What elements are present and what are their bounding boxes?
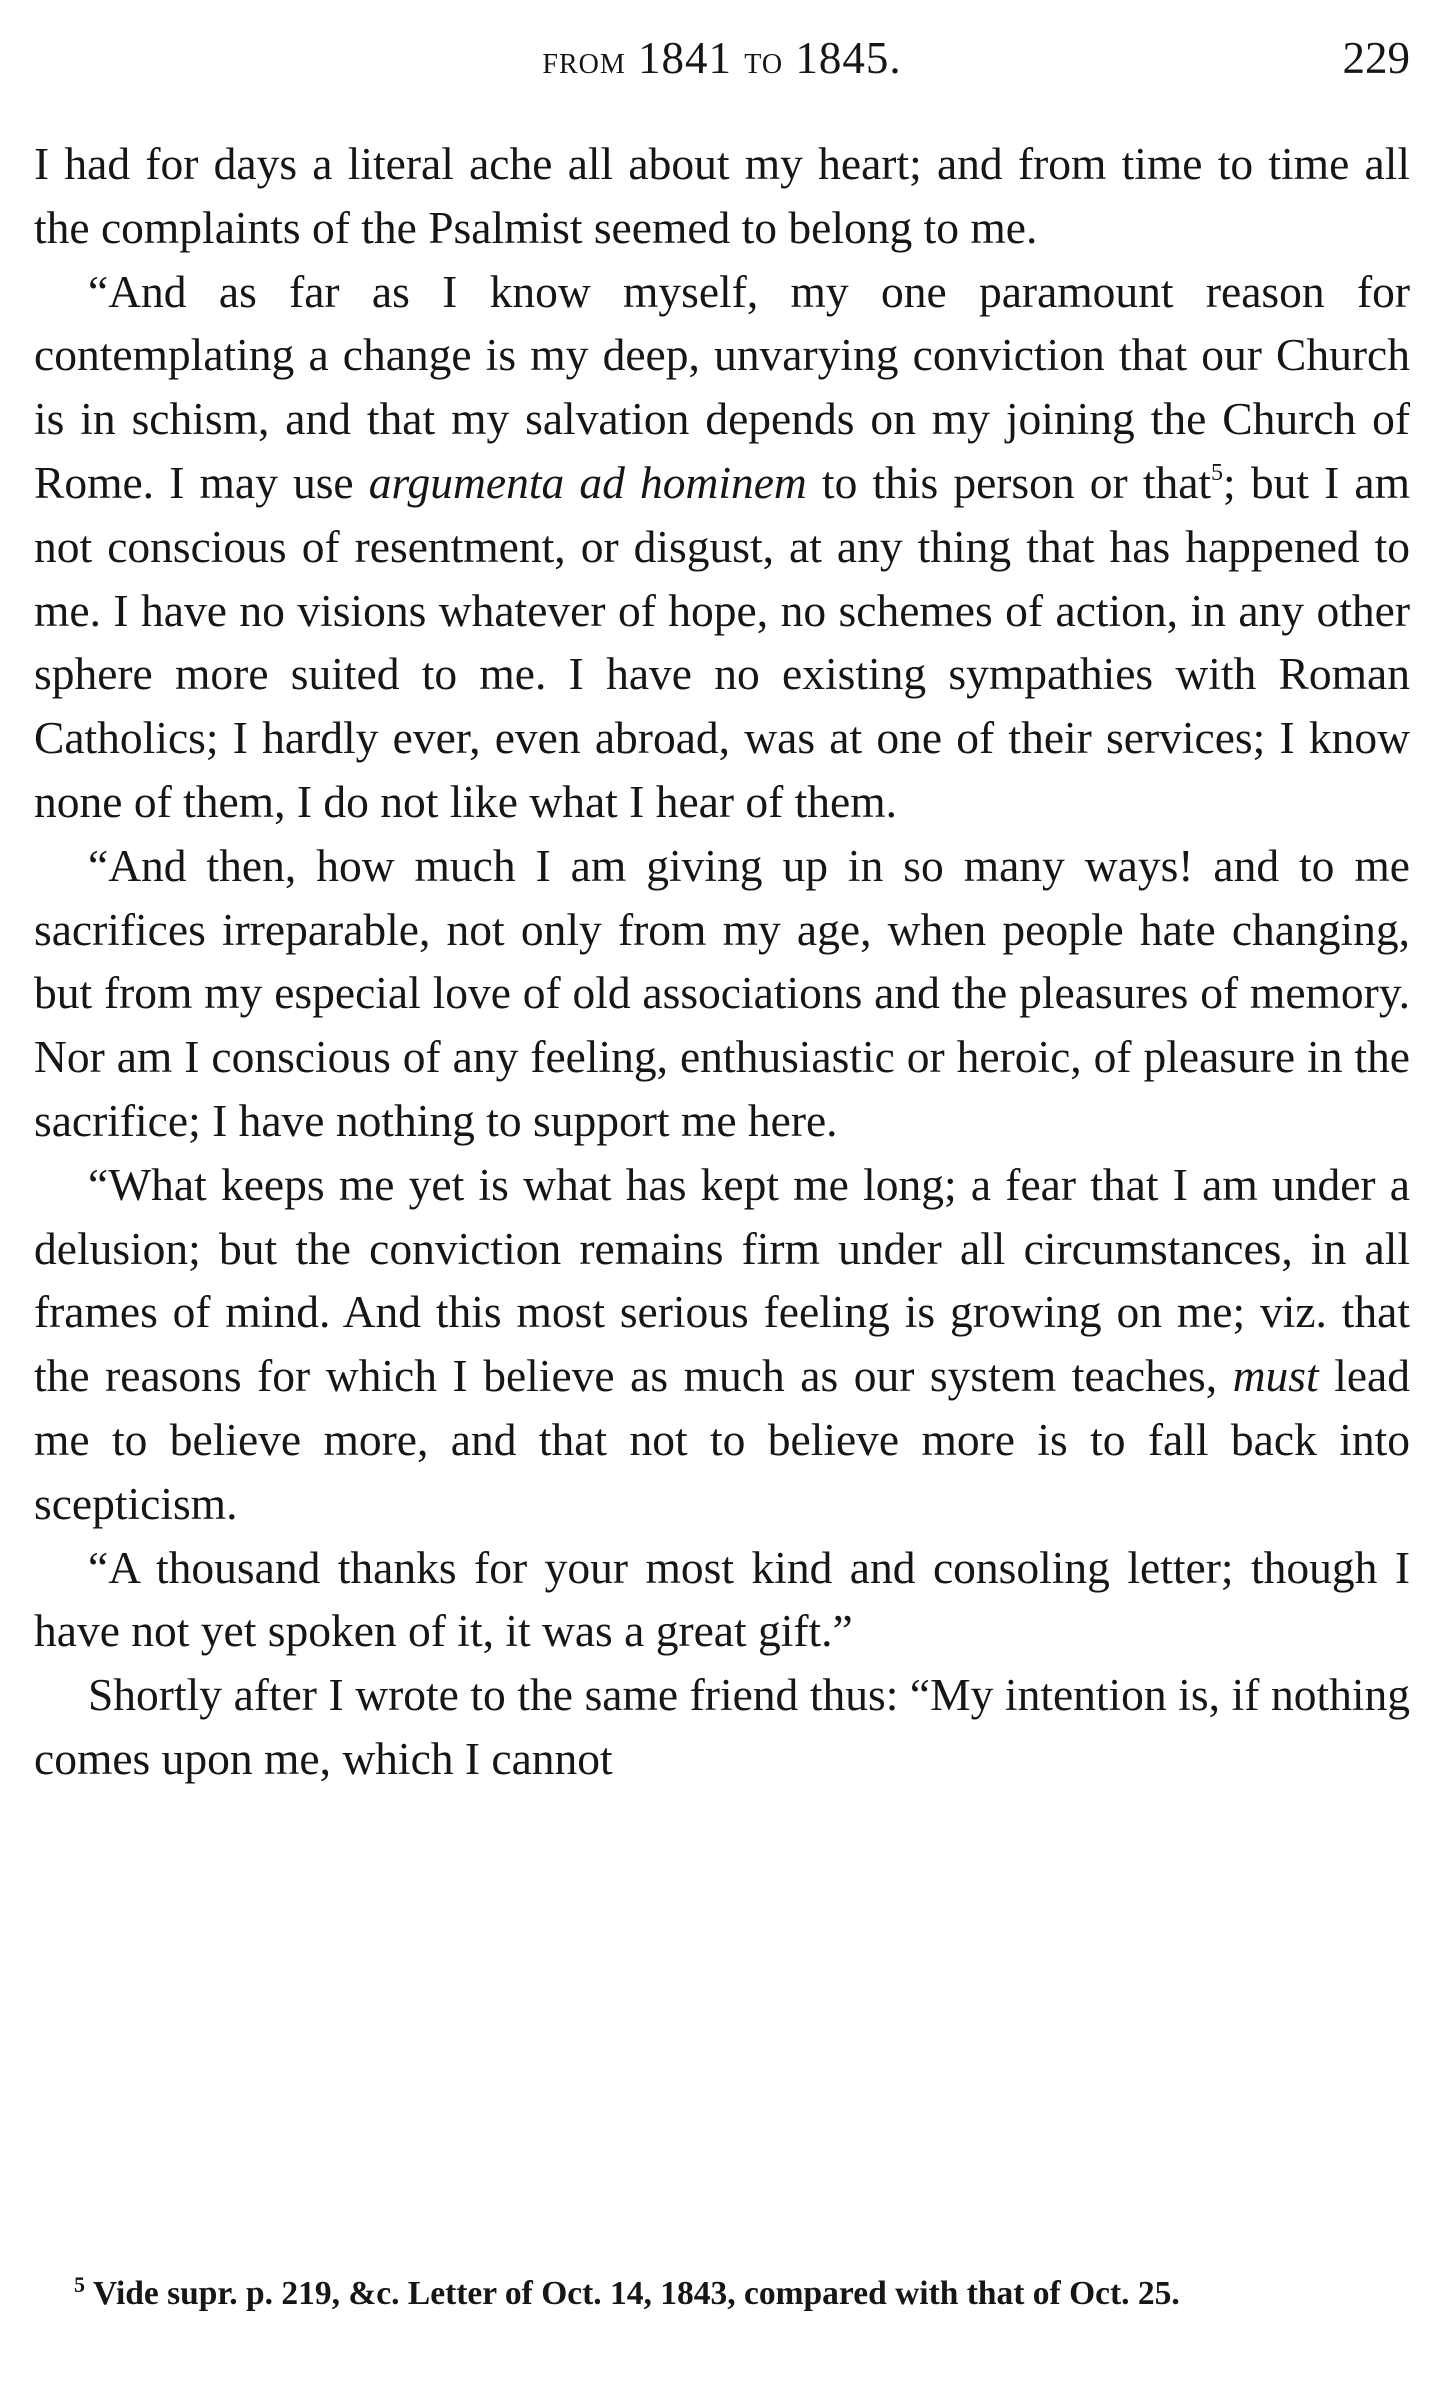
paragraph-3: “And then, how much I am giving up in so many ways! and to me sacrifices irreparable, not only from my age, when people hate changing, but from my especial love of old associations and the pleasures of memory. Nor am I conscious of any feeling, enthusiastic or heroic, of pleasure in the sacrifice; I have nothing to support me here. [34,839,1410,1146]
paragraph-2 [34,260,1410,834]
running-head-to: to [744,37,784,82]
paragraph-4-italic: must [1232,1350,1319,1402]
footnote [34,2260,1410,2319]
page-number: 229 [1342,33,1410,83]
running-head [34,32,1410,84]
footnote-marker: 5 [74,2272,85,2297]
paragraph-4 [34,1153,1410,1536]
footnote-text: Vide supr. p. 219, &c. Letter of Oct. 14, 1843, compared with that of Oct. 25. [93,2275,1180,2312]
running-head-end-year: 1845. [795,33,902,83]
footnote-reference: 5 [1211,459,1224,486]
book-page [34,32,1410,1791]
paragraph-4-part-a: “What keeps me yet is what has kept me long; a fear that I am under a delusion; but the conviction remains firm under all circumstances, in all frames of mind. And this most serious feeling is growing on me; viz. that the reasons for which I believe as much as our system teaches, [34,1158,1410,1402]
paragraph-4-part-b: lead me to believe more, and that not to believe more is to fall back into scepticism. [34,1350,1410,1529]
paragraph-2-italic: argumenta ad hominem [368,456,807,508]
paragraph-2-part-c: ; but I am not conscious of resentment, or disgust, at any thing that has happened to me. I have no visions whatever of hope, no schemes of action, in any other sphere more suited to me. I have no existing sympathies with Roman Catholics; I hardly ever, even abroad, was at one of their services; I know none of them, I do not like what I hear of them. [34,456,1410,827]
running-head-start-year: 1841 [638,33,733,83]
body-text [34,132,1410,1791]
page-header [34,32,1410,94]
running-head-from: from [542,37,626,82]
paragraph-6: Shortly after I wrote to the same friend thus: “My intention is, if nothing comes upon me, which I cannot [34,1669,1410,1784]
paragraph-1: I had for days a literal ache all about my heart; and from time to time all the complaints of the Psalmist seemed to belong to me. [34,138,1410,253]
paragraph-5: “A thousand thanks for your most kind and consoling letter; though I have not yet spoken of it, it was a great gift.” [34,1541,1410,1657]
paragraph-2-part-b: to this person or that [806,456,1212,508]
paragraph-2-part-a: “And as far as I know myself, my one paramount reason for contemplating a change is my deep, unvarying conviction that our Church is in schism, and that my salvation depends on my joining the Church of Rome. I may use [34,265,1410,508]
